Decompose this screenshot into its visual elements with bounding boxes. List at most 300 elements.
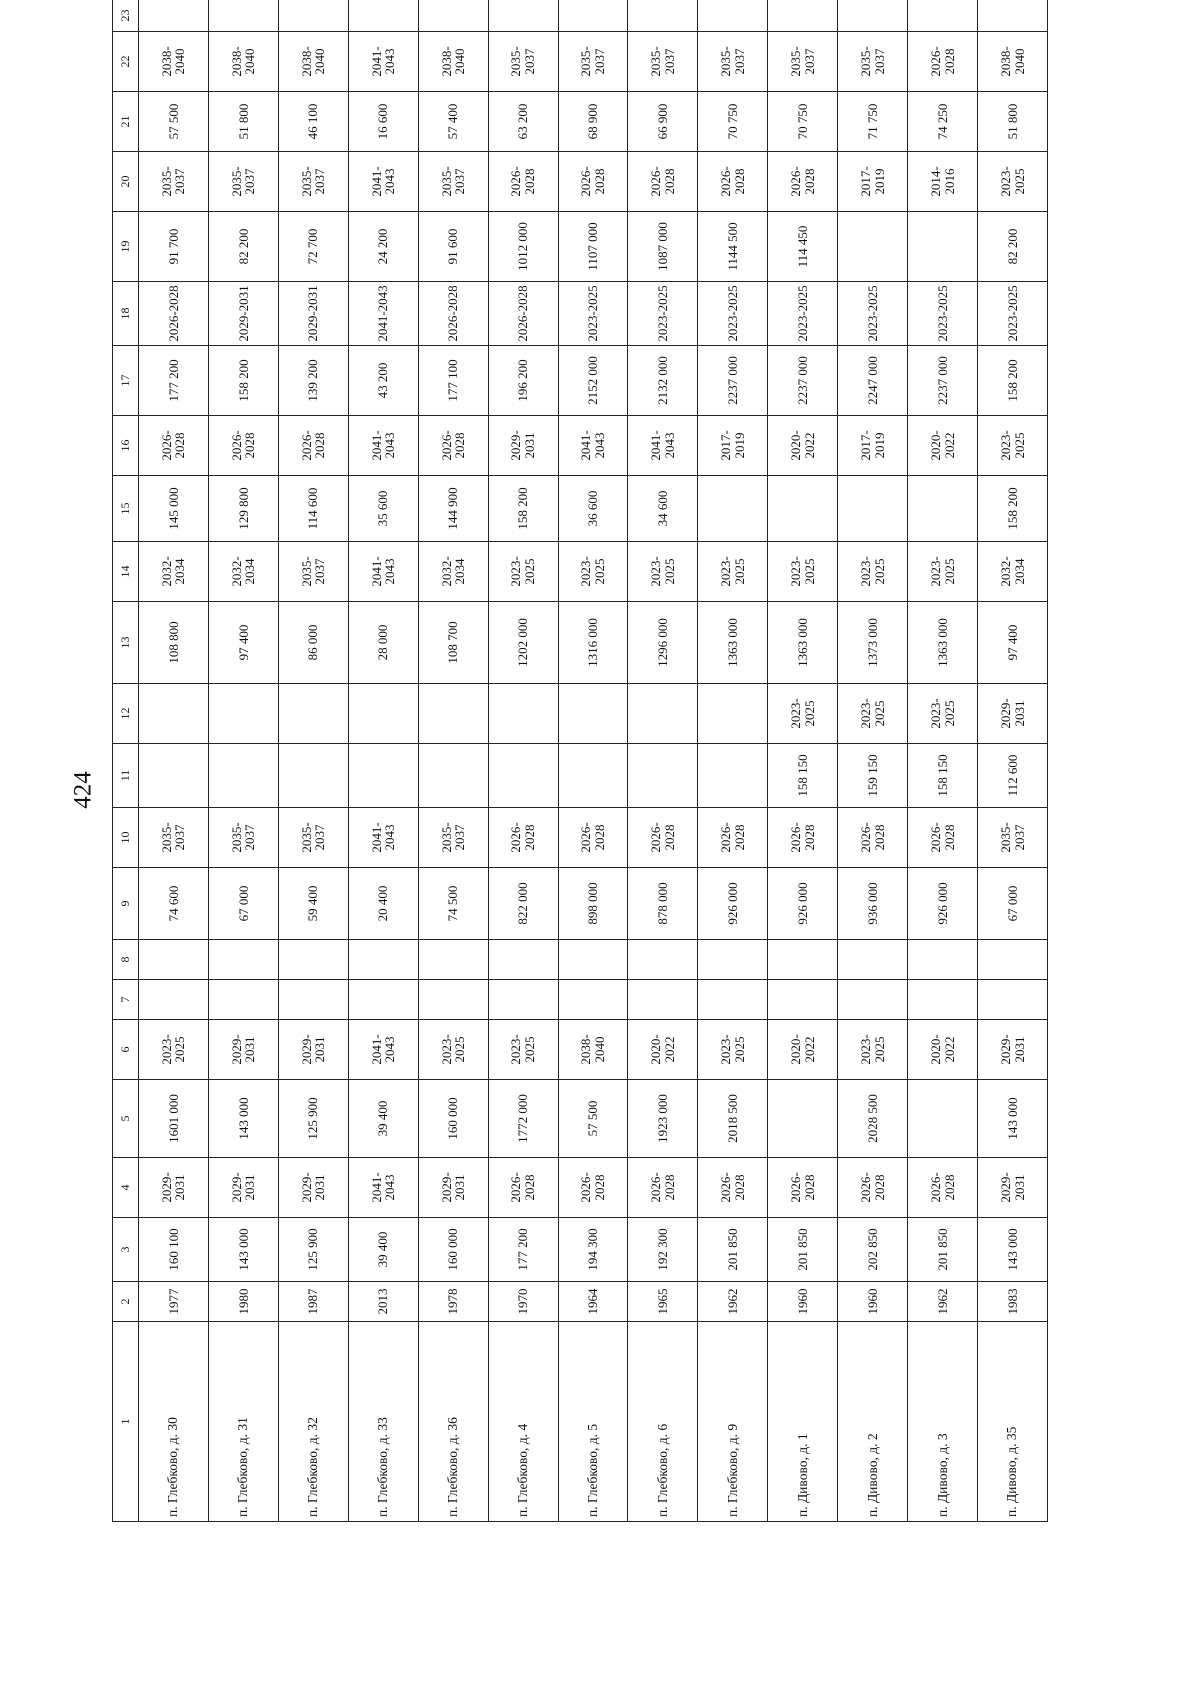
table-cell: 2026-2028	[908, 808, 978, 868]
table-cell: 2026-2028	[139, 416, 209, 476]
table-cell: 158 200	[978, 346, 1048, 416]
table-cell: 2029-2031	[278, 1158, 348, 1218]
table-cell: 926 000	[768, 868, 838, 940]
table-cell: 1977	[139, 1282, 209, 1322]
table-cell: 177 200	[139, 346, 209, 416]
table-cell: 2023-2025	[838, 684, 908, 744]
table-cell: 196 200	[488, 346, 558, 416]
table-cell: 1965	[628, 1282, 698, 1322]
table-cell: 1144 500	[698, 212, 768, 282]
table-cell: 70 750	[768, 92, 838, 152]
table-cell: 2247 000	[838, 346, 908, 416]
column-header: 4	[113, 1158, 139, 1218]
table-cell: 1970	[488, 1282, 558, 1322]
page-number: 424	[69, 771, 97, 809]
table-cell: 2032-2034	[208, 542, 278, 602]
table-cell: 72 700	[278, 212, 348, 282]
column-header: 7	[113, 980, 139, 1020]
table-cell: 158 200	[488, 476, 558, 542]
address-cell: п. Глебково, д. 36	[418, 1322, 488, 1522]
address-cell: п. Дивово, д. 35	[978, 1322, 1048, 1522]
column-header: 19	[113, 212, 139, 282]
column-header: 20	[113, 152, 139, 212]
table-cell: 158 200	[978, 476, 1048, 542]
table-cell: 2026-2028	[139, 282, 209, 346]
table-cell: 2023-2025	[139, 1020, 209, 1080]
table-cell: 2035-2037	[278, 542, 348, 602]
table-cell	[838, 0, 908, 32]
table-cell: 2035-2037	[208, 152, 278, 212]
table-cell: 192 300	[628, 1218, 698, 1282]
table-cell	[698, 684, 768, 744]
table-cell: 2026-2028	[418, 416, 488, 476]
table-cell	[698, 940, 768, 980]
table-cell: 2029-2031	[208, 282, 278, 346]
column-header: 11	[113, 744, 139, 808]
table-cell: 1363 000	[698, 602, 768, 684]
table-cell	[488, 0, 558, 32]
table-cell: 145 000	[139, 476, 209, 542]
table-cell: 91 700	[139, 212, 209, 282]
table-cell: 1964	[558, 1282, 628, 1322]
table-cell: 91 600	[418, 212, 488, 282]
table-cell: 74 500	[418, 868, 488, 940]
address-cell: п. Глебково, д. 9	[698, 1322, 768, 1522]
table-cell: 2035-2037	[838, 32, 908, 92]
table-cell	[348, 684, 418, 744]
table-cell: 43 200	[348, 346, 418, 416]
table-cell	[348, 744, 418, 808]
table-cell: 1960	[768, 1282, 838, 1322]
table-cell: 2023-2025	[628, 542, 698, 602]
table-cell	[838, 940, 908, 980]
table-cell	[558, 744, 628, 808]
address-cell: п. Дивово, д. 3	[908, 1322, 978, 1522]
table-cell: 2026-2028	[698, 1158, 768, 1218]
table-cell	[908, 940, 978, 980]
table-cell: 1363 000	[768, 602, 838, 684]
table-cell: 20 400	[348, 868, 418, 940]
table-cell: 202 850	[838, 1218, 908, 1282]
table-cell: 35 600	[348, 476, 418, 542]
table-cell: 2023-2025	[768, 282, 838, 346]
table-cell: 39 400	[348, 1218, 418, 1282]
table-cell: 143 000	[978, 1080, 1048, 1158]
table-cell: 2035-2037	[628, 32, 698, 92]
table-cell: 114 450	[768, 212, 838, 282]
table-cell: 16 600	[348, 92, 418, 152]
table-cell: 1373 000	[838, 602, 908, 684]
table-cell: 2041-2043	[348, 32, 418, 92]
table-cell	[418, 980, 488, 1020]
table-cell	[139, 684, 209, 744]
table-cell: 2032-2034	[418, 542, 488, 602]
table-cell	[208, 940, 278, 980]
table-cell: 158 150	[768, 744, 838, 808]
table-cell: 57 500	[139, 92, 209, 152]
table-cell: 2023-2025	[698, 542, 768, 602]
table-cell: 67 000	[978, 868, 1048, 940]
table-cell: 2029-2031	[418, 1158, 488, 1218]
table-cell: 34 600	[628, 476, 698, 542]
table-cell: 2023-2025	[838, 1020, 908, 1080]
table-cell: 2013	[348, 1282, 418, 1322]
table-cell: 70 750	[698, 92, 768, 152]
table-cell: 926 000	[908, 868, 978, 940]
table-cell: 2023-2025	[418, 1020, 488, 1080]
column-header: 15	[113, 476, 139, 542]
table-cell: 1923 000	[628, 1080, 698, 1158]
table-cell: 2035-2037	[558, 32, 628, 92]
table-row	[558, 0, 628, 1522]
table-cell: 2035-2037	[488, 32, 558, 92]
table-cell: 108 700	[418, 602, 488, 684]
table-cell	[278, 980, 348, 1020]
table-cell	[698, 0, 768, 32]
table-cell: 63 200	[488, 92, 558, 152]
table-cell: 2041-2043	[558, 416, 628, 476]
table-cell	[908, 980, 978, 1020]
table-cell: 129 800	[208, 476, 278, 542]
table-cell: 2026-2028	[698, 152, 768, 212]
table-cell	[208, 980, 278, 1020]
table-cell: 74 250	[908, 92, 978, 152]
column-header: 12	[113, 684, 139, 744]
table-cell: 2018 500	[698, 1080, 768, 1158]
table-cell	[908, 212, 978, 282]
table-row	[908, 0, 978, 1522]
table-cell	[558, 684, 628, 744]
table-cell: 158 150	[908, 744, 978, 808]
table-cell: 2023-2025	[908, 684, 978, 744]
table-cell	[418, 940, 488, 980]
table-row	[978, 0, 1048, 1522]
table-cell: 2026-2028	[558, 808, 628, 868]
table-cell	[558, 940, 628, 980]
table-cell: 68 900	[558, 92, 628, 152]
table-cell: 177 200	[488, 1218, 558, 1282]
table-cell	[768, 0, 838, 32]
table-cell: 2029-2031	[978, 1020, 1048, 1080]
table-cell: 2023-2025	[698, 1020, 768, 1080]
table-cell: 2026-2028	[558, 152, 628, 212]
table-cell: 2020-2022	[768, 1020, 838, 1080]
table-cell	[488, 940, 558, 980]
table-cell: 2035-2037	[278, 808, 348, 868]
table-cell: 2035-2037	[139, 152, 209, 212]
table-cell: 201 850	[698, 1218, 768, 1282]
table-cell: 2023-2025	[908, 282, 978, 346]
table-cell: 2023-2025	[908, 542, 978, 602]
table-cell: 160 000	[418, 1080, 488, 1158]
table-cell: 139 200	[278, 346, 348, 416]
table-cell: 2038-2040	[418, 32, 488, 92]
table-cell: 2041-2043	[348, 152, 418, 212]
table-row	[418, 0, 488, 1522]
table-cell: 2035-2037	[418, 152, 488, 212]
table-cell: 2041-2043	[348, 808, 418, 868]
table-cell: 143 000	[978, 1218, 1048, 1282]
table-cell: 143 000	[208, 1080, 278, 1158]
table-cell: 201 850	[908, 1218, 978, 1282]
address-cell: п. Дивово, д. 1	[768, 1322, 838, 1522]
table-cell: 2023-2025	[768, 542, 838, 602]
table-cell: 2026-2028	[908, 32, 978, 92]
table-cell: 112 600	[978, 744, 1048, 808]
table-cell	[278, 684, 348, 744]
table-cell	[978, 0, 1048, 32]
table-cell: 2026-2028	[488, 1158, 558, 1218]
table-cell: 1978	[418, 1282, 488, 1322]
table-cell: 878 000	[628, 868, 698, 940]
table-cell: 2237 000	[908, 346, 978, 416]
table-cell: 159 150	[838, 744, 908, 808]
table-cell: 2023-2025	[628, 282, 698, 346]
table-cell: 2041-2043	[348, 1020, 418, 1080]
table-cell: 2026-2028	[768, 1158, 838, 1218]
table-cell: 160 100	[139, 1218, 209, 1282]
table-row	[838, 0, 908, 1522]
table-row	[628, 0, 698, 1522]
table-cell: 1363 000	[908, 602, 978, 684]
table-cell: 2023-2025	[558, 542, 628, 602]
column-header: 9	[113, 868, 139, 940]
table-cell: 160 000	[418, 1218, 488, 1282]
column-header: 8	[113, 940, 139, 980]
table-cell: 2023-2025	[838, 542, 908, 602]
table-cell: 2038-2040	[208, 32, 278, 92]
table-cell: 2035-2037	[978, 808, 1048, 868]
table-cell: 2041-2043	[348, 542, 418, 602]
table-cell: 144 900	[418, 476, 488, 542]
table-cell: 2035-2037	[208, 808, 278, 868]
table-cell: 2029-2031	[139, 1158, 209, 1218]
address-cell: п. Глебково, д. 32	[278, 1322, 348, 1522]
table-cell	[208, 744, 278, 808]
table-cell: 2038-2040	[978, 32, 1048, 92]
table-cell: 66 900	[628, 92, 698, 152]
table-cell: 2023-2025	[558, 282, 628, 346]
table-cell: 2041-2043	[628, 416, 698, 476]
table-cell: 2026-2028	[628, 808, 698, 868]
table-cell: 936 000	[838, 868, 908, 940]
table-cell: 2023-2025	[768, 684, 838, 744]
table-cell: 46 100	[278, 92, 348, 152]
table-cell	[488, 744, 558, 808]
table-cell: 177 100	[418, 346, 488, 416]
table-cell: 2023-2025	[978, 152, 1048, 212]
table-cell	[978, 940, 1048, 980]
table-cell: 57 400	[418, 92, 488, 152]
column-header: 22	[113, 32, 139, 92]
table-cell: 1316 000	[558, 602, 628, 684]
table-cell: 2026-2028	[838, 1158, 908, 1218]
column-header: 13	[113, 602, 139, 684]
table-cell: 82 200	[208, 212, 278, 282]
table-cell: 1296 000	[628, 602, 698, 684]
table-cell: 2032-2034	[978, 542, 1048, 602]
table-cell: 2023-2025	[488, 542, 558, 602]
table-cell: 1202 000	[488, 602, 558, 684]
table-cell: 2029-2031	[208, 1020, 278, 1080]
table-cell: 1962	[908, 1282, 978, 1322]
table-cell: 1962	[698, 1282, 768, 1322]
table-cell: 898 000	[558, 868, 628, 940]
table-cell	[628, 940, 698, 980]
table-cell	[348, 980, 418, 1020]
column-header: 2	[113, 1282, 139, 1322]
table-cell: 108 800	[139, 602, 209, 684]
table-cell: 67 000	[208, 868, 278, 940]
table-cell: 24 200	[348, 212, 418, 282]
table-cell: 74 600	[139, 868, 209, 940]
table-cell	[698, 980, 768, 1020]
table-cell: 2035-2037	[698, 32, 768, 92]
table-cell: 2035-2037	[139, 808, 209, 868]
table-cell: 2026-2028	[768, 152, 838, 212]
address-cell: п. Глебково, д. 6	[628, 1322, 698, 1522]
table-cell	[558, 980, 628, 1020]
table-cell	[139, 0, 209, 32]
table-cell: 51 800	[208, 92, 278, 152]
column-header: 1	[113, 1322, 139, 1522]
table-cell	[418, 684, 488, 744]
table-cell	[908, 476, 978, 542]
table-cell: 2026-2028	[838, 808, 908, 868]
table-cell	[978, 980, 1048, 1020]
table-cell: 2026-2028	[628, 152, 698, 212]
table-cell	[628, 744, 698, 808]
table-cell: 2023-2025	[698, 282, 768, 346]
table-cell: 2035-2037	[768, 32, 838, 92]
table-cell	[768, 980, 838, 1020]
table-cell: 39 400	[348, 1080, 418, 1158]
table-cell: 2023-2025	[488, 1020, 558, 1080]
table-cell: 125 900	[278, 1080, 348, 1158]
table-cell: 1107 000	[558, 212, 628, 282]
table-cell: 114 600	[278, 476, 348, 542]
table-cell: 2026-2028	[628, 1158, 698, 1218]
table-cell: 2014-2016	[908, 152, 978, 212]
table-cell: 2020-2022	[908, 416, 978, 476]
table-cell	[278, 744, 348, 808]
table-cell: 2028 500	[838, 1080, 908, 1158]
table-cell: 2029-2031	[208, 1158, 278, 1218]
address-cell: п. Глебково, д. 30	[139, 1322, 209, 1522]
table-cell: 2132 000	[628, 346, 698, 416]
table-cell: 2023-2025	[978, 416, 1048, 476]
table-cell: 1012 000	[488, 212, 558, 282]
table-row	[278, 0, 348, 1522]
table-cell: 2041-2043	[348, 416, 418, 476]
table-cell: 2020-2022	[908, 1020, 978, 1080]
table-cell	[418, 744, 488, 808]
column-header: 17	[113, 346, 139, 416]
table-cell: 1960	[838, 1282, 908, 1322]
table-cell: 86 000	[278, 602, 348, 684]
table-cell: 1772 000	[488, 1080, 558, 1158]
header-row	[113, 0, 139, 1522]
table-cell	[768, 940, 838, 980]
table-cell: 28 000	[348, 602, 418, 684]
table-cell	[628, 0, 698, 32]
table-cell: 2035-2037	[278, 152, 348, 212]
table-cell: 194 300	[558, 1218, 628, 1282]
table-cell: 2237 000	[698, 346, 768, 416]
table-cell: 2026-2028	[488, 808, 558, 868]
table-cell	[838, 476, 908, 542]
table-cell	[908, 1080, 978, 1158]
table-cell	[628, 684, 698, 744]
address-cell: п. Глебково, д. 31	[208, 1322, 278, 1522]
table-cell: 2023-2025	[978, 282, 1048, 346]
table-cell	[278, 0, 348, 32]
column-header: 10	[113, 808, 139, 868]
column-header: 16	[113, 416, 139, 476]
table-cell: 51 800	[978, 92, 1048, 152]
table-cell: 2038-2040	[558, 1020, 628, 1080]
table-cell	[208, 0, 278, 32]
table-cell: 97 400	[208, 602, 278, 684]
table-cell: 2026-2028	[768, 808, 838, 868]
table-cell: 822 000	[488, 868, 558, 940]
column-header: 18	[113, 282, 139, 346]
address-cell: п. Дивово, д. 2	[838, 1322, 908, 1522]
table-cell	[698, 476, 768, 542]
data-table	[112, 0, 1048, 1522]
table-cell: 2041-2043	[348, 282, 418, 346]
table-cell: 2026-2028	[908, 1158, 978, 1218]
table-cell: 2029-2031	[978, 1158, 1048, 1218]
table-cell	[348, 0, 418, 32]
table-cell	[768, 1080, 838, 1158]
table-cell: 2020-2022	[768, 416, 838, 476]
table-cell	[278, 940, 348, 980]
table-cell: 2029-2031	[278, 1020, 348, 1080]
table-cell: 2026-2028	[488, 152, 558, 212]
table-cell	[768, 476, 838, 542]
table-cell: 2017-2019	[838, 152, 908, 212]
table-cell: 125 900	[278, 1218, 348, 1282]
table-cell: 1087 000	[628, 212, 698, 282]
table-cell	[838, 980, 908, 1020]
table-cell: 2237 000	[768, 346, 838, 416]
table-cell	[558, 0, 628, 32]
table-cell: 2029-2031	[488, 416, 558, 476]
table-row	[139, 0, 209, 1522]
table-cell: 2029-2031	[278, 282, 348, 346]
table-cell	[139, 744, 209, 808]
column-header: 14	[113, 542, 139, 602]
table-cell: 1601 000	[139, 1080, 209, 1158]
address-cell: п. Глебково, д. 33	[348, 1322, 418, 1522]
table-cell: 2038-2040	[278, 32, 348, 92]
table-cell: 2026-2028	[488, 282, 558, 346]
table-cell: 2020-2022	[628, 1020, 698, 1080]
address-cell: п. Глебково, д. 4	[488, 1322, 558, 1522]
table-cell: 2017-2019	[838, 416, 908, 476]
column-header: 23	[113, 0, 139, 32]
column-header: 6	[113, 1020, 139, 1080]
table-cell: 201 850	[768, 1218, 838, 1282]
table-row	[348, 0, 418, 1522]
table-cell: 143 000	[208, 1218, 278, 1282]
table-cell	[348, 940, 418, 980]
table-cell: 2029-2031	[978, 684, 1048, 744]
table-cell: 1987	[278, 1282, 348, 1322]
table-cell: 2026-2028	[558, 1158, 628, 1218]
table-cell: 1983	[978, 1282, 1048, 1322]
